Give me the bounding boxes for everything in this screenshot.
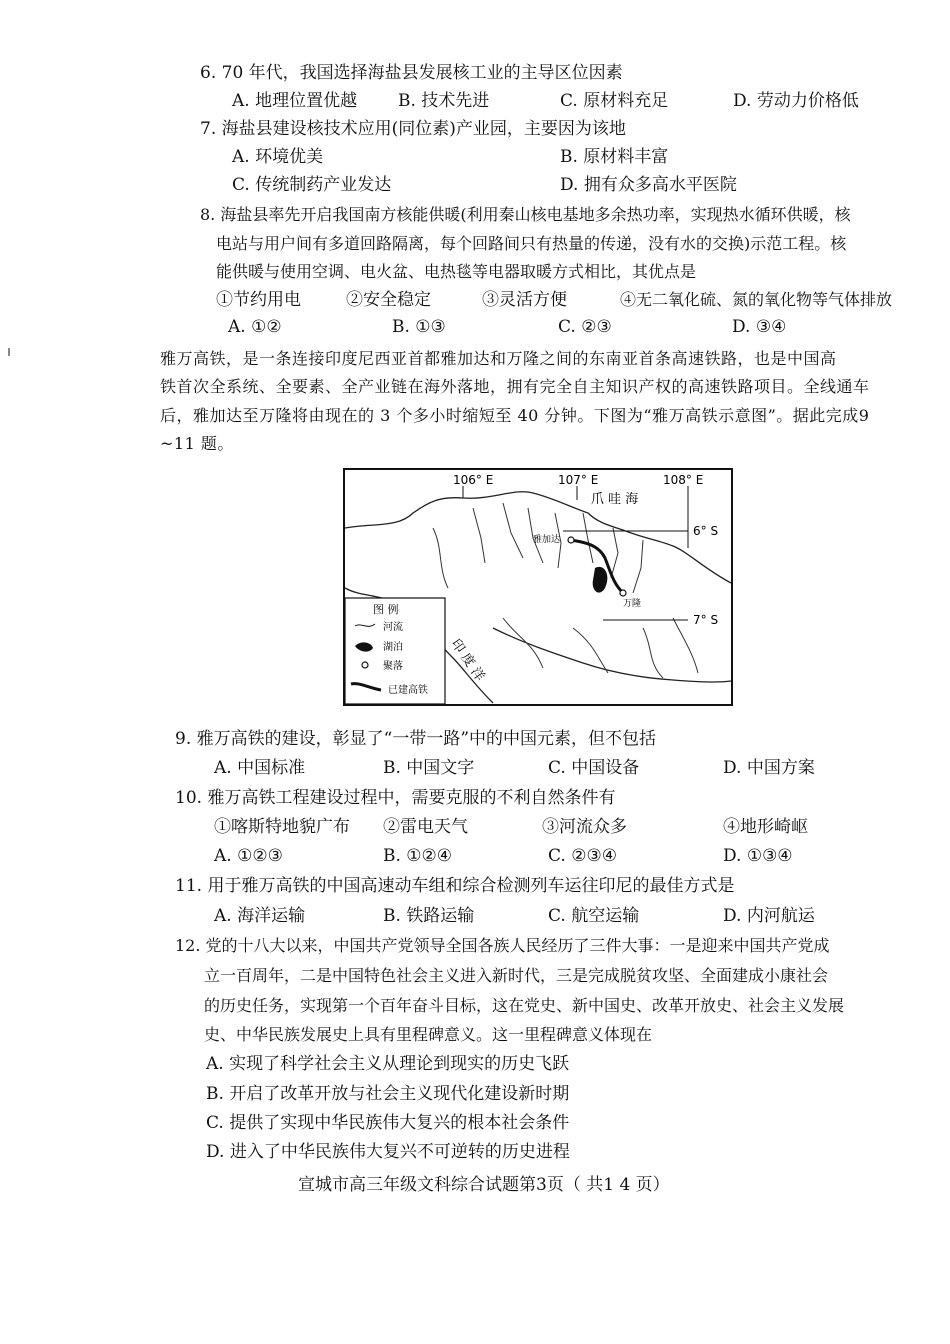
passage-line-1: 雅万高铁，是一条连接印度尼西亚首都雅加达和万隆之间的东南亚首条高速铁路，也是中国高 (160, 349, 837, 368)
page-footer: 宣城市高三年级文科综合试题第3页（ 共1 4 页） (298, 1175, 670, 1195)
q9-option-c: C. 中国设备 (548, 758, 640, 778)
java-sea-label: 爪 哇 海 (591, 492, 639, 507)
lon-label-106: 106° E (453, 473, 494, 487)
q12-option-c: C. 提供了实现中华民族伟大复兴的根本社会条件 (206, 1113, 570, 1133)
q12-stem-line-3: 的历史任务，实现第一个百年奋斗目标，这在党史、新中国史、改革开放史、社会主义发展 (204, 996, 845, 1015)
q8-stem-line-1: 8. 海盐县率先开启我国南方核能供暖(利用秦山核电基地多余热功率，实现热水循环供暖，核 (200, 205, 851, 224)
q8-option-c: C. ②③ (558, 317, 612, 337)
city-jakarta-label: 雅加达 (533, 535, 561, 545)
q6-option-c: C. 原材料充足 (560, 91, 669, 111)
q11-option-a: A. 海洋运输 (214, 906, 306, 926)
legend-title: 图 例 (373, 603, 399, 616)
q8-option-a: A. ①② (228, 317, 282, 337)
q8-option-d: D. ③④ (732, 317, 787, 337)
q12-option-d: D. 进入了中华民族伟大复兴不可逆转的历史进程 (206, 1142, 570, 1162)
q7-option-d: D. 拥有众多高水平医院 (560, 175, 737, 195)
q10-statement-4: ④地形崎岖 (723, 817, 808, 837)
q8-statement-1: ①节约用电 (216, 290, 301, 310)
q9-option-d: D. 中国方案 (723, 758, 815, 778)
city-bandung-label: 万隆 (623, 599, 642, 609)
q9-stem: 9. 雅万高铁的建设，彰显了“一带一路”中的中国元素，但不包括 (175, 729, 657, 749)
q12-option-b: B. 开启了改革开放与社会主义现代化建设新时期 (206, 1084, 570, 1104)
q8-statement-4: ④无二氧化硫、氮的氧化物等气体排放 (620, 290, 893, 309)
q10-stem: 10. 雅万高铁工程建设过程中，需要克服的不利自然条件有 (175, 788, 616, 808)
q7-option-b: B. 原材料丰富 (560, 147, 669, 167)
passage-line-3: 后，雅加达至万隆将由现在的 3 个多小时缩短至 40 分钟。下图为“雅万高铁示意图”。据此完成9 (160, 406, 870, 425)
q10-option-d: D. ①③④ (723, 846, 793, 866)
q6-stem: 6. 70 年代，我国选择海盐县发展核工业的主导区位因素 (200, 63, 623, 83)
legend-river: 河流 (383, 622, 403, 633)
settlement-jakarta (568, 537, 574, 543)
q7-option-c: C. 传统制药产业发达 (232, 175, 392, 195)
q12-stem-line-4: 史、中华民族发展史上具有里程碑意义。这一里程碑意义体现在 (204, 1025, 653, 1044)
q9-option-b: B. 中国文字 (383, 758, 475, 778)
q6-option-a: A. 地理位置优越 (232, 91, 358, 111)
q9-option-a: A. 中国标准 (214, 758, 306, 778)
lat-label-6s: 6° S (693, 524, 719, 538)
legend-settlement-icon (362, 662, 368, 668)
q12-stem-line-2: 立一百周年，二是中国特色社会主义进入新时代，三是完成脱贫攻坚、全面建成小康社会 (204, 966, 829, 985)
q12-stem-line-1: 12. 党的十八大以来，中国共产党领导全国各族人民经历了三件大事：一是迎来中国共产党成 (175, 936, 830, 955)
q10-statement-1: ①喀斯特地貌广布 (214, 817, 350, 837)
settlement-bandung (620, 590, 626, 596)
q8-stem-line-3: 能供暖与使用空调、电火盆、电热毯等电器取暖方式相比，其优点是 (216, 262, 697, 281)
q8-statement-2: ②安全稳定 (346, 290, 431, 310)
q10-statement-2: ②雷电天气 (383, 817, 468, 837)
yawan-railway-map (343, 468, 733, 706)
q8-stem-line-2: 电站与用户间有多道回路隔离，每个回路间只有热量的传递，没有水的交换)示范工程。核 (216, 234, 847, 253)
passage-line-2: 铁首次全系统、全要素、全产业链在海外落地，拥有完全自主知识产权的高速铁路项目。全线通车 (160, 377, 870, 396)
legend-settlement: 聚落 (383, 661, 403, 672)
lat-label-7s: 7° S (693, 613, 719, 627)
passage-line-4: ~11 题。 (160, 434, 234, 453)
q12-option-a: A. 实现了科学社会主义从理论到现实的历史飞跃 (206, 1054, 570, 1074)
q10-statement-3: ③河流众多 (542, 817, 627, 837)
q11-stem: 11. 用于雅万高铁的中国高速动车组和综合检测列车运往印尼的最佳方式是 (175, 876, 735, 896)
scan-mark (8, 348, 10, 356)
q10-option-b: B. ①②④ (383, 846, 453, 866)
indian-ocean-label: 印 度 洋 (447, 636, 488, 685)
q8-option-b: B. ①③ (392, 317, 446, 337)
q7-option-a: A. 环境优美 (232, 147, 324, 167)
legend-lake: 湖泊 (383, 642, 403, 653)
legend-railway: 已建高铁 (388, 685, 428, 696)
q10-option-a: A. ①②③ (214, 846, 283, 866)
q6-option-d: D. 劳动力价格低 (733, 91, 859, 111)
q11-option-c: C. 航空运输 (548, 906, 640, 926)
q11-option-d: D. 内河航运 (723, 906, 815, 926)
q8-statement-3: ③灵活方便 (482, 290, 567, 310)
lon-label-107: 107° E (558, 473, 599, 487)
q6-option-b: B. 技术先进 (398, 91, 490, 111)
q11-option-b: B. 铁路运输 (383, 906, 475, 926)
q7-stem: 7. 海盐县建设核技术应用(同位素)产业园，主要因为该地 (200, 119, 626, 139)
q10-option-c: C. ②③④ (548, 846, 617, 866)
lon-label-108: 108° E (663, 473, 704, 487)
